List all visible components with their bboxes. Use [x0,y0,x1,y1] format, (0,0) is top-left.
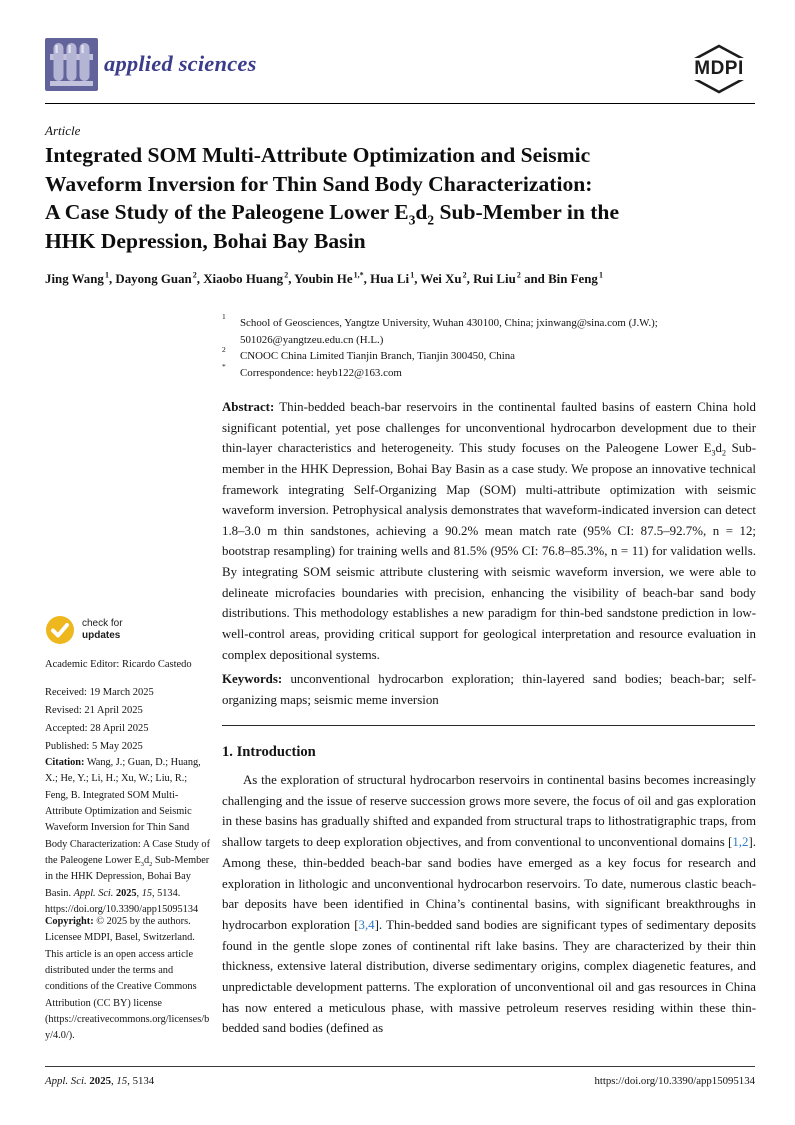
article-type-label: Article [45,123,81,138]
journal-name: applied sciences [104,51,257,76]
page-title: Integrated SOM Multi-Attribute Optimization and Seismic Waveform Inversion for Thin Sand Body Characterization: A Case Study of the Paleogene Lower $E_3d_2$ Sub-Member in the HHK Depression, Bohai Bay Basin [45,143,620,253]
intro-paragraph: As the exploration of structural hydrocarbon reservoirs in continental basins becomes increasingly challenging and the issue of reserve succession grows more severe, the focus of oil and gas exploration in these basins has gradually shifted and expanded from structural traps to lithostratigraphic traps, from shallow targets to deep exploration objectives, and from conventional to unconventional domains [1,2]. Among these, thin-bedded beach-bar sand bodies have emerged as a key focus for research and exploration in lithologic and unconventional hydrocarbon reservoirs. To date, numerous clastic beach-bar deposits have been identified in China’s continental basins, with significant breakthroughs in hydrocarbon exploration [3,4]. Thin-bedded sand bodies are significant types of sedimentary deposits found in the gentle slope zones of continental rift lake basins. They are characterized by their thin thickness, extensive lateral distribution, diverse sedimentary origins, complex diagenetic features, and unpredictable development patterns. The exploration of unconventional oil and gas resources in China has now entered a meticulous phase, with massive petroleum reserves residing within these thin-bedded sand bodies (defined as [222,773,756,1036]
citation-block: Citation: Wang, J.; Guan, D.; Huang, X.; He, Y.; Li, H.; Xu, W.; Liu, R.; Feng, B. Integrated SOM Multi-Attribute Optimization and Seismic Waveform Inversion for Thin Sand Body Characterization: A Case Study of the Paleogene Lower $E_3d_2$ Sub-Member in the HHK Depression, Bohai Bay Basin. Appl. Sci. 2025, 15, 5134. https://doi.org/10.3390/app15095134 [45,757,211,915]
affiliations [222,312,756,381]
citation-ref[interactable]: 1,2 [732,835,749,850]
author-name: Bin Feng [548,272,598,286]
author-name: Rui Liu [473,272,516,286]
keywords-label: Keywords: [222,672,283,686]
footer-journal-ref: Appl. Sci. 2025, 15, 5134 [45,1075,155,1087]
date-revised: Revised: 21 April 2025 [45,705,143,717]
author-name: Youbin He [294,272,353,286]
mdpi-logo[interactable] [684,44,754,94]
academic-editor-line: Academic Editor: Ricardo Castedo [45,659,192,670]
date-received: Received: 19 March 2025 [45,687,154,698]
header-divider [45,103,755,104]
check-for-updates-badge[interactable] [45,615,123,645]
date-published: Published: 5 May 2025 [45,741,143,753]
author-name: Hua Li [370,272,410,286]
applied-sciences-logo-icon[interactable] [45,38,98,91]
copyright-block: Copyright: © 2025 by the authors. Licensee MDPI, Basel, Switzerland. This article is an open access article distributed under the terms and conditions of the Creative Commons Attribution (CC BY) license (https://creativecommons.org/licenses/by/4.0/). [45,916,210,1042]
affiliation-row: * Correspondence: heyb122@163.com [222,361,402,379]
authors-line: Jing Wang $^1$, Dayong Guan $^2$, Xiaobo Huang $^2$, Youbin He $^{1,*}$, Hua Li $^1$, Wei Xu $^2$, Rui Liu $^2$ and Bin Feng $^1$ [45,270,603,286]
footer-divider [45,1066,755,1067]
section-divider [222,725,755,726]
keywords-paragraph: Keywords: unconventional hydrocarbon exploration; thin-layered sand bodies; beach-bar; self-organizing maps; seismic meme inversion [222,672,756,707]
check-badge-text: check for updates [82,618,123,641]
article-dates [45,684,211,756]
mdpi-wordmark: MDPI [684,58,754,80]
section-heading-introduction: 1. Introduction [222,744,316,760]
footer-doi-link[interactable]: https://doi.org/10.3390/app15095134 [594,1075,755,1087]
citation-label: Citation: [45,757,85,768]
affiliation-row: 1 School of Geosciences, Yangtze University, Wuhan 430100, China; jxinwang@sina.com (J.W.); 501026@yangtzeu.edu.cn (H.L.) [222,312,658,346]
citation-doi-link[interactable]: https://doi.org/10.3390/app15095134 [45,903,199,915]
author-name: Dayong Guan [115,272,192,286]
date-accepted: Accepted: 28 April 2025 [45,723,149,735]
author-name: Wei Xu [420,272,462,286]
author-name: Jing Wang [45,272,104,286]
abstract-paragraph: Abstract: Thin-bedded beach-bar reservoirs in the continental faulted basins of eastern China hold significant potential, yet pose challenges for unconventional hydrocarbon development due to their thin-layer characteristics and heterogeneity. This study focuses on the Paleogene Lower $E_3d_2$ Sub-member in the HHK Depression, Bohai Bay Basin as a case study. We propose an innovative technical framework integrating Self-Organizing Map (SOM) multi-attribute optimization with seismic waveform inversion. Petrophysical analysis demonstrates that waveform-indicated inversion can detect 1.8–3.0 m thin sandstones, achieving a 90.2% mean match rate (95% CI: 87.5–92.7%, n = 12; bootstrap resampling) for training wells and 81.5% (95% CI: 76.8–85.3%, n = 11) for validation wells. By integrating SOM seismic attribute clustering with seismic waveform inversion, we were able to delineate microfacies boundaries with precision, enhancing the visibility of beach-bar sand body distributions. This methodology establishes a new paradigm for thin-bed sandstone prediction in low-well-control areas, providing critical support for geological interpretation and resource evaluation in complex depositional systems. [222,400,756,662]
affiliation-row: 2 CNOOC China Limited Tianjin Branch, Tianjin 300450, China [222,345,516,363]
author-name: Xiaobo Huang [203,272,284,286]
check-icon [45,615,75,645]
citation-ref[interactable]: 3,4 [358,917,375,932]
abstract-label: Abstract: [222,400,275,414]
copyright-label: Copyright: [45,916,94,927]
